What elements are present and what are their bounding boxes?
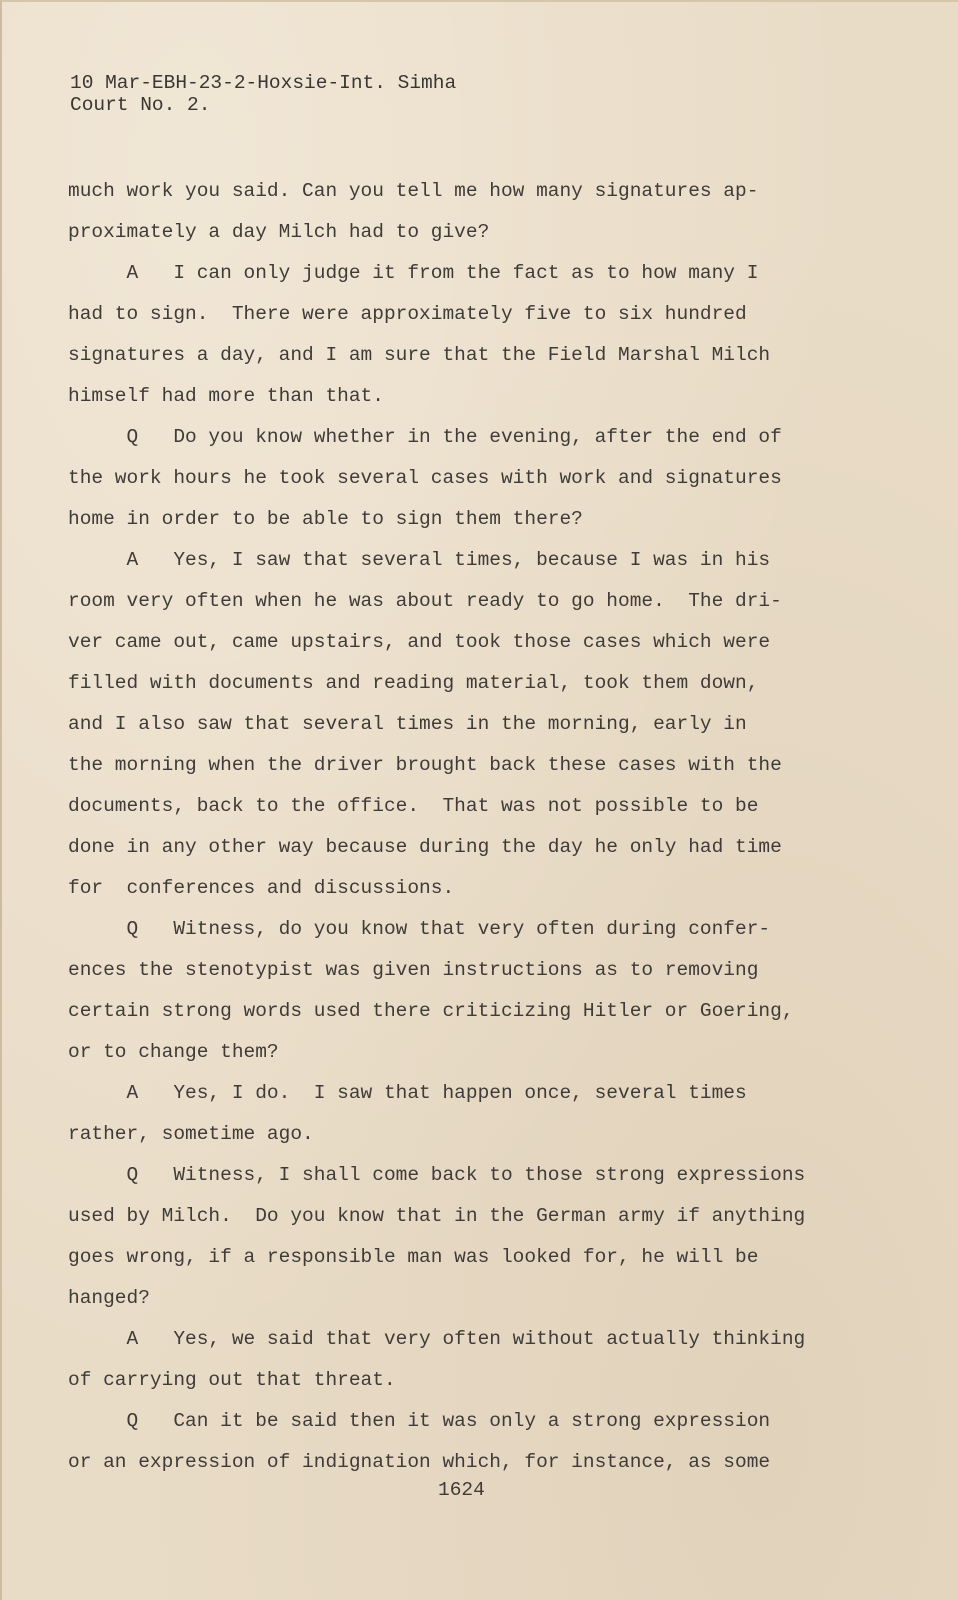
transcript-line: or an expression of indignation which, for instance, as some [68, 1451, 771, 1473]
transcript-line: of carrying out that threat. [68, 1369, 396, 1391]
header-court-line: Court No. 2. [70, 94, 211, 116]
transcript-line: used by Milch. Do you know that in the German army if anything [68, 1205, 806, 1227]
transcript-body [68, 171, 888, 1483]
transcript-line: and I also saw that several times in the morning, early in [68, 713, 747, 735]
transcript-line: Q Do you know whether in the evening, after the end of [68, 426, 782, 448]
transcript-line: filled with documents and reading material, took them down, [68, 672, 759, 694]
transcript-line: rather, sometime ago. [68, 1123, 314, 1145]
transcript-line: A Yes, I do. I saw that happen once, several times [68, 1082, 747, 1104]
transcript-line: A Yes, I saw that several times, because I was in his [68, 549, 771, 571]
header-reference-line: 10 Mar-EBH-23-2-Hoxsie-Int. Simha [70, 72, 457, 94]
transcript-line: ver came out, came upstairs, and took those cases which were [68, 631, 771, 653]
transcript-line: proximately a day Milch had to give? [68, 221, 490, 243]
transcript-line: room very often when he was about ready to go home. The dri- [68, 590, 782, 612]
transcript-line: Q Witness, I shall come back to those strong expressions [68, 1164, 806, 1186]
transcript-line: much work you said. Can you tell me how many signatures ap- [68, 180, 759, 202]
transcript-line: had to sign. There were approximately five to six hundred [68, 303, 747, 325]
transcript-line: the work hours he took several cases with work and signatures [68, 467, 782, 489]
transcript-line: A Yes, we said that very often without actually thinking [68, 1328, 806, 1350]
transcript-line: A I can only judge it from the fact as to how many I [68, 262, 759, 284]
transcript-line: documents, back to the office. That was not possible to be [68, 795, 759, 817]
transcript-line: or to change them? [68, 1041, 279, 1063]
transcript-line: goes wrong, if a responsible man was looked for, he will be [68, 1246, 759, 1268]
transcript-line: certain strong words used there criticizing Hitler or Goering, [68, 1000, 794, 1022]
transcript-line: hanged? [68, 1287, 150, 1309]
transcript-line: the morning when the driver brought back these cases with the [68, 754, 782, 776]
transcript-line: Q Can it be said then it was only a strong expression [68, 1410, 771, 1432]
transcript-line: ences the stenotypist was given instructions as to removing [68, 959, 759, 981]
transcript-line: Q Witness, do you know that very often during confer- [68, 918, 771, 940]
page-header [70, 72, 456, 116]
transcript-line: done in any other way because during the day he only had time [68, 836, 782, 858]
page-number: 1624 [438, 1479, 485, 1501]
transcript-line: home in order to be able to sign them there? [68, 508, 583, 530]
transcript-line: signatures a day, and I am sure that the Field Marshal Milch [68, 344, 771, 366]
transcript-line: for conferences and discussions. [68, 877, 455, 899]
transcript-line: himself had more than that. [68, 385, 384, 407]
